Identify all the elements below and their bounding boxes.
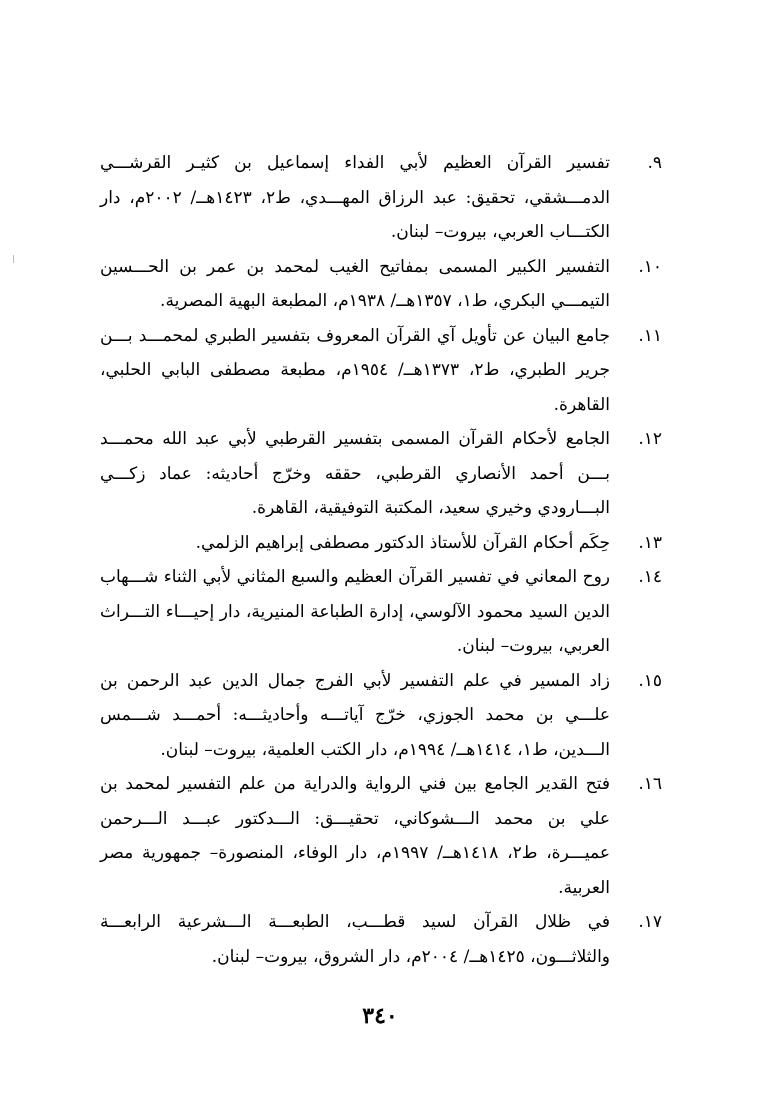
entry-number: ٩. — [647, 153, 662, 173]
entry-text: حِكَم أحكام القرآن للأستاذ الدكتور مصطفى إبراهيم الزلمي. — [195, 532, 610, 553]
reference-entry — [100, 560, 662, 664]
entry-number: ١١. — [638, 325, 662, 346]
page-number: ٣٤٠ — [362, 1003, 398, 1029]
entry-number: ١٤. — [638, 567, 662, 587]
scan-speck — [13, 255, 14, 263]
reference-entry — [100, 250, 662, 319]
entry-number: ١٧. — [638, 912, 662, 932]
entry-text: زاد المسير في علم التفسير لأبي الفرج جمال الدين عبد الرحمن بن علـــي بن محمد الجوزي، خرّج آياتـــه وأحاديثـــه: أحمـــد شـــمس الـــدين، ط١، ١٤١٤هــ/ ١٩٩٤م، دار الكتب العلمية، بيروت– لبنان. — [100, 670, 610, 760]
entry-number: ١٣. — [638, 532, 662, 553]
reference-entry — [100, 664, 662, 768]
reference-entry — [100, 422, 662, 526]
entry-text: جامع البيان عن تأويل آي القرآن المعروف بتفسير الطبري لمحمـــد بـــن جرير الطبري، ط٢، ١٣٧٣هــ/ ١٩٥٤م، مطبعة مصطفى البابي الحلبي، القاهرة. — [100, 325, 611, 415]
reference-entry — [100, 146, 662, 250]
entry-number: ١٥. — [638, 670, 662, 691]
reference-entry — [100, 905, 662, 974]
entry-number: ١٦. — [638, 774, 662, 794]
entry-text: الجامع لأحكام القرآن المسمى بتفسير القرطبي لأبي عبد الله محمـــد بـــن أحمد الأنصاري القرطبي، حققه وخرّج أحاديثه: عماد زكـــي البـــارودي وخيري سعيد، المكتبة التوفيقية، القاهرة. — [100, 429, 610, 518]
reference-entry — [100, 767, 662, 905]
entry-text: روح المعاني في تفسير القرآن العظيم والسبع المثاني لأبي الثناء شـــهاب الدين السيد محمود الآلوسي، إدارة الطباعة المنيرية، دار إحيـــاء التـــراث العربي، بيروت– لبنان. — [100, 567, 610, 656]
entry-number: ١٢. — [638, 429, 662, 449]
reference-entry — [100, 319, 662, 423]
entry-number: ١٠. — [638, 256, 662, 277]
entry-text: التفسير الكبير المسمى بمفاتيح الغيب لمحمد بن عمر بن الحـــسين التيمـــي البكري، ط١، ١٣٥٧هــ/ ١٩٣٨م، المطبعة البهية المصرية. — [100, 256, 610, 311]
references-list — [100, 146, 662, 974]
entry-text: في ظلال القرآن لسيد قطـــب، الطبعـــة الـــشرعية الرابعـــة والثلاثـــون، ١٤٢٥هــ/ ٢٠٠٤م، دار الشروق، بيروت– لبنان. — [100, 912, 610, 967]
entry-text: فتح القدير الجامع بين فني الرواية والدراية من علم التفسير لمحمد بن علي بن محمد الـــشوكاني، تحقيـــق: الـــدكتور عبـــد الـــرحمن عميـــرة، ط٢، ١٤١٨هــ/ ١٩٩٧م، دار الوفاء، المنصورة– جمهورية مصر العربية. — [100, 774, 611, 898]
entry-text: تفسير القرآن العظيم لأبي الفداء إسماعيل بن كثيـر القرشـــي الدمـــشقي، تحقيق: عبد الرزاق المهـــدي، ط٢، ١٤٢٣هــ/ ٢٠٠٢م، دار الكتـــاب العربي، بيروت– لبنان. — [100, 153, 611, 242]
reference-entry — [100, 526, 662, 561]
